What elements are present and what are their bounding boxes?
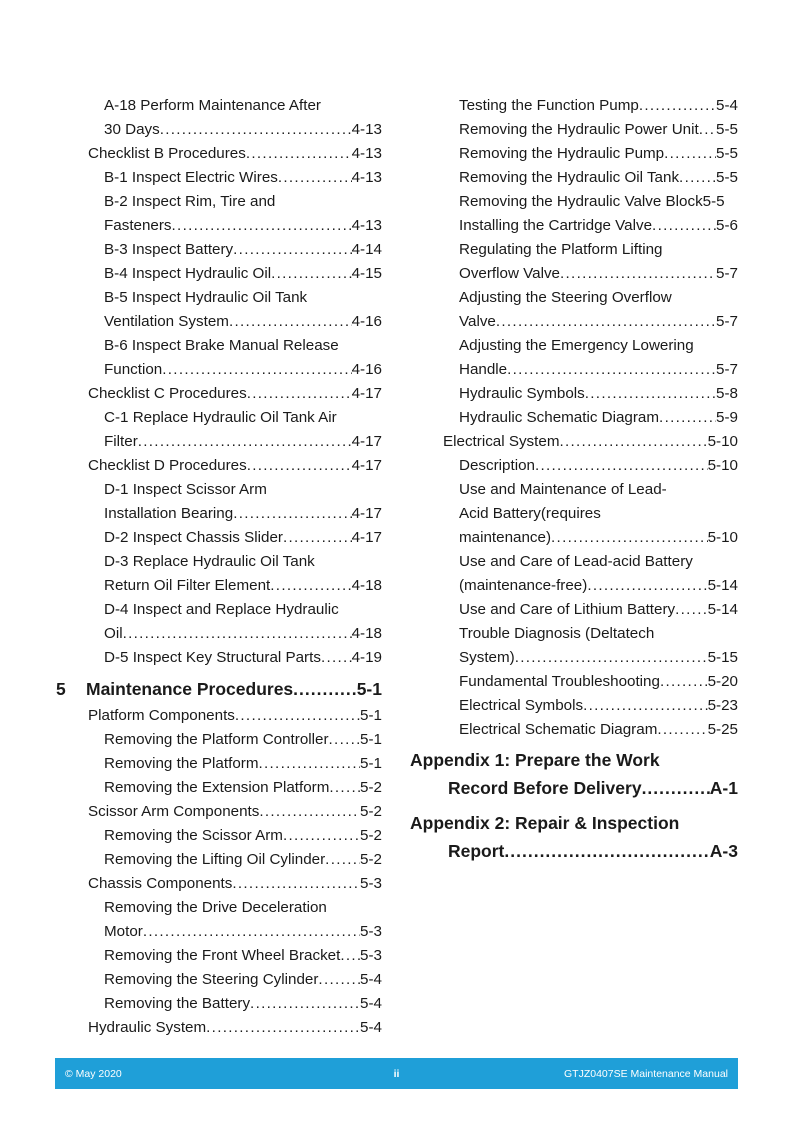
toc-entry[interactable]: [410, 94, 738, 118]
toc-entry[interactable]: [56, 848, 382, 872]
toc-entry-title: Trouble Diagnosis (Deltatech: [459, 625, 655, 642]
toc-entry-page: 4-13: [351, 217, 382, 234]
dot-leader: [657, 718, 707, 742]
toc-entry-page: 5-2: [360, 827, 382, 844]
toc-entry[interactable]: [56, 920, 382, 944]
dot-leader: [270, 574, 351, 598]
toc-entry[interactable]: [410, 310, 738, 334]
toc-entry[interactable]: [410, 118, 738, 142]
toc-entry[interactable]: [410, 406, 738, 430]
toc-entry[interactable]: [410, 286, 738, 310]
toc-entry[interactable]: [56, 992, 382, 1016]
toc-entry-title: D-1 Inspect Scissor Arm: [104, 481, 267, 498]
toc-entry-title: (maintenance-free): [459, 577, 588, 594]
dot-leader: [560, 262, 716, 286]
toc-entry-title: Removing the Drive Deceleration: [104, 899, 327, 916]
toc-entry-page: 5-5: [716, 145, 738, 162]
appendix-page: A-3: [709, 841, 738, 861]
appendix-title-continued: Record Before Delivery: [448, 778, 642, 798]
dot-leader: [639, 94, 716, 118]
dot-leader: [235, 704, 360, 728]
toc-entry-title: Hydraulic Schematic Diagram: [459, 409, 660, 426]
toc-entry[interactable]: [410, 262, 738, 286]
toc-entry-title: maintenance): [459, 529, 552, 546]
toc-entry[interactable]: [56, 598, 382, 622]
dot-leader: [535, 454, 708, 478]
toc-entry[interactable]: [410, 670, 738, 694]
toc-entry-title: Removing the Platform: [104, 755, 259, 772]
dot-leader: [278, 166, 352, 190]
dot-leader: [160, 118, 352, 142]
toc-entry[interactable]: [56, 752, 382, 776]
toc-entry-title: Removing the Lifting Oil Cylinder: [104, 851, 326, 868]
toc-entry[interactable]: [56, 454, 382, 478]
dot-leader: [233, 238, 351, 262]
toc-entry[interactable]: [410, 382, 738, 406]
toc-entry-page: 4-17: [351, 505, 382, 522]
toc-entry-page: 5-14: [707, 577, 738, 594]
dot-leader: [232, 872, 360, 896]
toc-entry-page: 4-17: [351, 433, 382, 450]
toc-entry-title: Removing the Hydraulic Oil Tank: [459, 169, 680, 186]
toc-entry-title: Removing the Steering Cylinder: [104, 971, 319, 988]
toc-entry-title: Installation Bearing: [104, 505, 234, 522]
toc-entry-title: Hydraulic System: [88, 1019, 207, 1036]
appendix-page: A-1: [709, 778, 738, 798]
toc-entry[interactable]: [410, 478, 738, 502]
appendix-title: Appendix 2: Repair & Inspection: [410, 813, 680, 833]
toc-entry-page: 4-17: [351, 529, 382, 546]
toc-entry-title: Fundamental Troubleshooting: [459, 673, 660, 690]
toc-entry-title: Use and Maintenance of Lead-: [459, 481, 667, 498]
footer-manual-title: GTJZ0407SE Maintenance Manual: [563, 1067, 728, 1080]
toc-entry[interactable]: [56, 502, 382, 526]
dot-leader: [321, 646, 352, 670]
toc-entry[interactable]: [410, 646, 738, 670]
toc-entry-page: 5-15: [707, 649, 738, 666]
toc-entry[interactable]: [56, 406, 382, 430]
dot-leader: [258, 752, 360, 776]
toc-entry[interactable]: [56, 238, 382, 262]
footer-page-number: ii: [393, 1067, 400, 1080]
dot-leader: [233, 502, 351, 526]
toc-entry[interactable]: [56, 1016, 382, 1040]
toc-entry-title: D-2 Inspect Chassis Slider: [104, 529, 283, 546]
toc-entry-title: 30 Days: [104, 121, 160, 138]
dot-leader: [496, 310, 716, 334]
toc-entry[interactable]: [410, 574, 738, 598]
dot-leader: [583, 694, 708, 718]
toc-entry-title: B-6 Inspect Brake Manual Release: [104, 337, 339, 354]
toc-entry-title: B-2 Inspect Rim, Tire and: [104, 193, 276, 210]
dot-leader: [138, 430, 352, 454]
toc-entry[interactable]: [56, 944, 382, 968]
toc-entry-page: 5-7: [716, 265, 738, 282]
toc-entry-page: 5-10: [707, 457, 738, 474]
dot-leader: [250, 992, 360, 1016]
toc-entry-title: D-4 Inspect and Replace Hydraulic: [104, 601, 339, 618]
toc-entry[interactable]: [56, 704, 382, 728]
dot-leader: [143, 920, 360, 944]
toc-entry[interactable]: [410, 334, 738, 358]
toc-left-column: [56, 94, 382, 1040]
toc-entry-title: Valve: [459, 313, 496, 330]
toc-entry[interactable]: [56, 118, 382, 142]
toc-entry-page: 5-7: [716, 361, 738, 378]
toc-entry[interactable]: [56, 800, 382, 824]
toc-entry-title: System): [459, 649, 515, 666]
toc-entry-title: B-3 Inspect Battery: [104, 241, 234, 258]
chapter-title: Maintenance Procedures: [86, 679, 294, 699]
dot-leader: [206, 1016, 360, 1040]
toc-entry-page: 4-13: [351, 145, 382, 162]
toc-entry[interactable]: [56, 574, 382, 598]
toc-entry[interactable]: [56, 622, 382, 646]
toc-entry-page: 5-5: [716, 169, 738, 186]
toc-entry-page: 4-16: [351, 313, 382, 330]
dot-leader: [515, 646, 708, 670]
toc-entry-page: 4-13: [351, 169, 382, 186]
dot-leader: [172, 214, 352, 238]
toc-entry-page: 5-10: [707, 433, 738, 450]
toc-entry-title: Description: [459, 457, 535, 474]
toc-entry-page: 5-1: [360, 707, 382, 724]
toc-entry-page: 5-7: [716, 313, 738, 330]
toc-entry-title: Filter: [104, 433, 138, 450]
dot-leader: [504, 837, 709, 865]
toc-entry[interactable]: [410, 526, 738, 550]
toc-entry-title: Removing the Scissor Arm: [104, 827, 283, 844]
toc-entry-page: 5-10: [707, 529, 738, 546]
dot-leader: [664, 142, 716, 166]
toc-entry-page: 5-25: [707, 721, 738, 738]
toc-entry-title: Removing the Platform Controller: [104, 731, 329, 748]
toc-entry[interactable]: [56, 646, 382, 670]
dot-leader: [318, 968, 360, 992]
toc-entry-title: Checklist B Procedures: [88, 145, 246, 162]
toc-entry[interactable]: [56, 776, 382, 800]
toc-entry[interactable]: [410, 190, 738, 214]
toc-entry-page: 5-4: [716, 97, 738, 114]
toc-entry[interactable]: [56, 310, 382, 334]
toc-entry[interactable]: [56, 896, 382, 920]
toc-entry[interactable]: [56, 262, 382, 286]
dot-leader: [659, 406, 716, 430]
toc-entry-title: B-4 Inspect Hydraulic Oil: [104, 265, 272, 282]
toc-entry-page: 4-16: [351, 361, 382, 378]
toc-entry-title: D-3 Replace Hydraulic Oil Tank: [104, 553, 315, 570]
toc-entry-page: 4-18: [351, 625, 382, 642]
toc-entry-page: 5-20: [707, 673, 738, 690]
toc-entry-title: Oil: [104, 625, 123, 642]
toc-entry-title: C-1 Replace Hydraulic Oil Tank Air: [104, 409, 337, 426]
dot-leader: [507, 358, 716, 382]
dot-leader: [679, 166, 716, 190]
dot-leader: [123, 622, 352, 646]
toc-entry-page: 5-8: [716, 385, 738, 402]
toc-entry-title: D-5 Inspect Key Structural Parts: [104, 649, 321, 666]
toc-entry-title: Removing the Extension Platform: [104, 779, 330, 796]
dot-leader: [246, 142, 352, 166]
toc-entry-title: Use and Care of Lithium Battery: [459, 601, 676, 618]
toc-entry-title: Use and Care of Lead-acid Battery: [459, 553, 693, 570]
toc-entry-title: Regulating the Platform Lifting: [459, 241, 663, 258]
toc-entry-title: Fasteners: [104, 217, 172, 234]
toc-entry[interactable]: [56, 214, 382, 238]
dot-leader: [283, 526, 352, 550]
toc-entry-title: Checklist D Procedures: [88, 457, 247, 474]
toc-entry[interactable]: [410, 166, 738, 190]
toc-entry[interactable]: [56, 728, 382, 752]
toc-entry[interactable]: [56, 430, 382, 454]
toc-entry-title: Electrical Symbols: [459, 697, 584, 714]
toc-entry[interactable]: [56, 190, 382, 214]
dot-leader: [340, 944, 360, 968]
toc-entry-page: 5-1: [360, 755, 382, 772]
toc-right-column: [410, 94, 738, 865]
toc-entry-title: Removing the Battery: [104, 995, 251, 1012]
toc-entry-page: 4-13: [351, 121, 382, 138]
chapter-page: 5-1: [356, 679, 382, 699]
appendix-title-continued: Report: [448, 841, 505, 861]
toc-entry-title: Hydraulic Symbols: [459, 385, 585, 402]
toc-entry[interactable]: [56, 478, 382, 502]
toc-entry-title: B-1 Inspect Electric Wires: [104, 169, 278, 186]
toc-entry[interactable]: [56, 872, 382, 896]
toc-entry-title: Checklist C Procedures: [88, 385, 247, 402]
dot-leader: [259, 800, 360, 824]
appendix-heading-continued[interactable]: [410, 774, 738, 802]
dot-leader: [585, 382, 716, 406]
toc-entry-title: Return Oil Filter Element: [104, 577, 271, 594]
toc-entry-title: Platform Components: [88, 707, 235, 724]
toc-entry-title: Adjusting the Emergency Lowering: [459, 337, 694, 354]
toc-entry[interactable]: [56, 142, 382, 166]
toc-entry[interactable]: [56, 358, 382, 382]
toc-entry-title: Scissor Arm Components: [88, 803, 260, 820]
appendix-title: Appendix 1: Prepare the Work: [410, 750, 660, 770]
toc-entry-page: 5-1: [360, 731, 382, 748]
toc-entry[interactable]: [410, 238, 738, 262]
toc-entry[interactable]: [56, 968, 382, 992]
toc-entry-title: Acid Battery(requires: [459, 505, 601, 522]
toc-entry-title: Installing the Cartridge Valve: [459, 217, 653, 234]
toc-entry[interactable]: [410, 214, 738, 238]
toc-entry-title: Removing the Hydraulic Power Unit: [459, 121, 699, 138]
toc-entry-title: B-5 Inspect Hydraulic Oil Tank: [104, 289, 308, 306]
chapter-number: 5: [56, 679, 66, 699]
dot-leader: [271, 262, 351, 286]
dot-leader: [587, 574, 707, 598]
toc-entry[interactable]: [56, 382, 382, 406]
page-footer: [55, 1058, 738, 1089]
toc-entry[interactable]: [56, 526, 382, 550]
toc-entry-page: 5-9: [716, 409, 738, 426]
toc-entry-title: Removing the Hydraulic Pump: [459, 145, 665, 162]
toc-entry-page: 5-3: [360, 875, 382, 892]
toc-entry-title: Handle: [459, 361, 508, 378]
toc-entry-page: 4-15: [351, 265, 382, 282]
toc-entry[interactable]: [410, 430, 738, 454]
toc-entry-title: Removing the Hydraulic Valve Block: [459, 193, 703, 210]
toc-entry[interactable]: [410, 550, 738, 574]
dot-leader: [329, 776, 360, 800]
toc-entry-page: 5-23: [707, 697, 738, 714]
toc-entry[interactable]: [410, 598, 738, 622]
toc-entry[interactable]: [410, 142, 738, 166]
dot-leader: [293, 674, 357, 704]
toc-entry-title: A-18 Perform Maintenance After: [104, 97, 321, 114]
toc-entry[interactable]: [410, 622, 738, 646]
toc-entry-page: 5-2: [360, 851, 382, 868]
dot-leader: [699, 118, 716, 142]
toc-entry-title: Electrical System: [443, 433, 560, 450]
dot-leader: [642, 774, 710, 802]
dot-leader: [559, 430, 707, 454]
dot-leader: [229, 310, 352, 334]
dot-leader: [283, 824, 360, 848]
toc-entry[interactable]: [410, 454, 738, 478]
chapter-heading[interactable]: [56, 674, 382, 704]
toc-entry[interactable]: [56, 824, 382, 848]
dot-leader: [652, 214, 716, 238]
dot-leader: [247, 382, 352, 406]
toc-entry-page: 4-14: [351, 241, 382, 258]
toc-entry-title: Overflow Valve: [459, 265, 561, 282]
toc-entry[interactable]: [56, 286, 382, 310]
toc-entry-page: 4-19: [351, 649, 382, 666]
dot-leader: [329, 728, 361, 752]
toc-entry-title: Testing the Function Pump: [459, 97, 639, 114]
toc-entry-title: Adjusting the Steering Overflow: [459, 289, 672, 306]
appendix-heading[interactable]: [410, 746, 738, 774]
appendix-heading-continued[interactable]: [410, 837, 738, 865]
toc-entry-page: 5-6: [716, 217, 738, 234]
toc-entry-page: 5-2: [360, 779, 382, 796]
toc-entry[interactable]: [410, 694, 738, 718]
dot-leader: [325, 848, 360, 872]
footer-date: © May 2020: [65, 1067, 122, 1080]
toc-entry-title: Motor: [104, 923, 143, 940]
toc-entry-page: 5-4: [360, 1019, 382, 1036]
toc-entry-title: Ventilation System: [104, 313, 229, 330]
toc-entry-page: 5-14: [707, 601, 738, 618]
toc-entry-page: 5-2: [360, 803, 382, 820]
toc-entry-page: 5-5: [702, 193, 725, 210]
dot-leader: [162, 358, 351, 382]
toc-entry-page: 5-4: [360, 971, 382, 988]
toc-entry[interactable]: [410, 718, 738, 742]
toc-entry-page: 5-5: [716, 121, 738, 138]
dot-leader: [247, 454, 352, 478]
dot-leader: [675, 598, 707, 622]
toc-entry-page: 4-17: [351, 457, 382, 474]
toc-entry[interactable]: [56, 94, 382, 118]
dot-leader: [660, 670, 708, 694]
toc-entry-page: 4-18: [351, 577, 382, 594]
toc-entry-title: Electrical Schematic Diagram: [459, 721, 658, 738]
toc-entry-title: Chassis Components: [88, 875, 233, 892]
dot-leader: [551, 526, 708, 550]
toc-entry-page: 5-4: [360, 995, 382, 1012]
toc-entry-page: 5-3: [360, 947, 382, 964]
toc-entry-title: Function: [104, 361, 163, 378]
toc-entry[interactable]: [56, 334, 382, 358]
toc-entry[interactable]: [56, 166, 382, 190]
toc-entry[interactable]: [56, 550, 382, 574]
toc-entry[interactable]: [410, 502, 738, 526]
toc-entry-page: 5-3: [360, 923, 382, 940]
toc-entry-title: Removing the Front Wheel Bracket: [104, 947, 341, 964]
toc-entry[interactable]: [410, 358, 738, 382]
toc-entry-page: 4-17: [351, 385, 382, 402]
appendix-heading[interactable]: [410, 809, 738, 837]
